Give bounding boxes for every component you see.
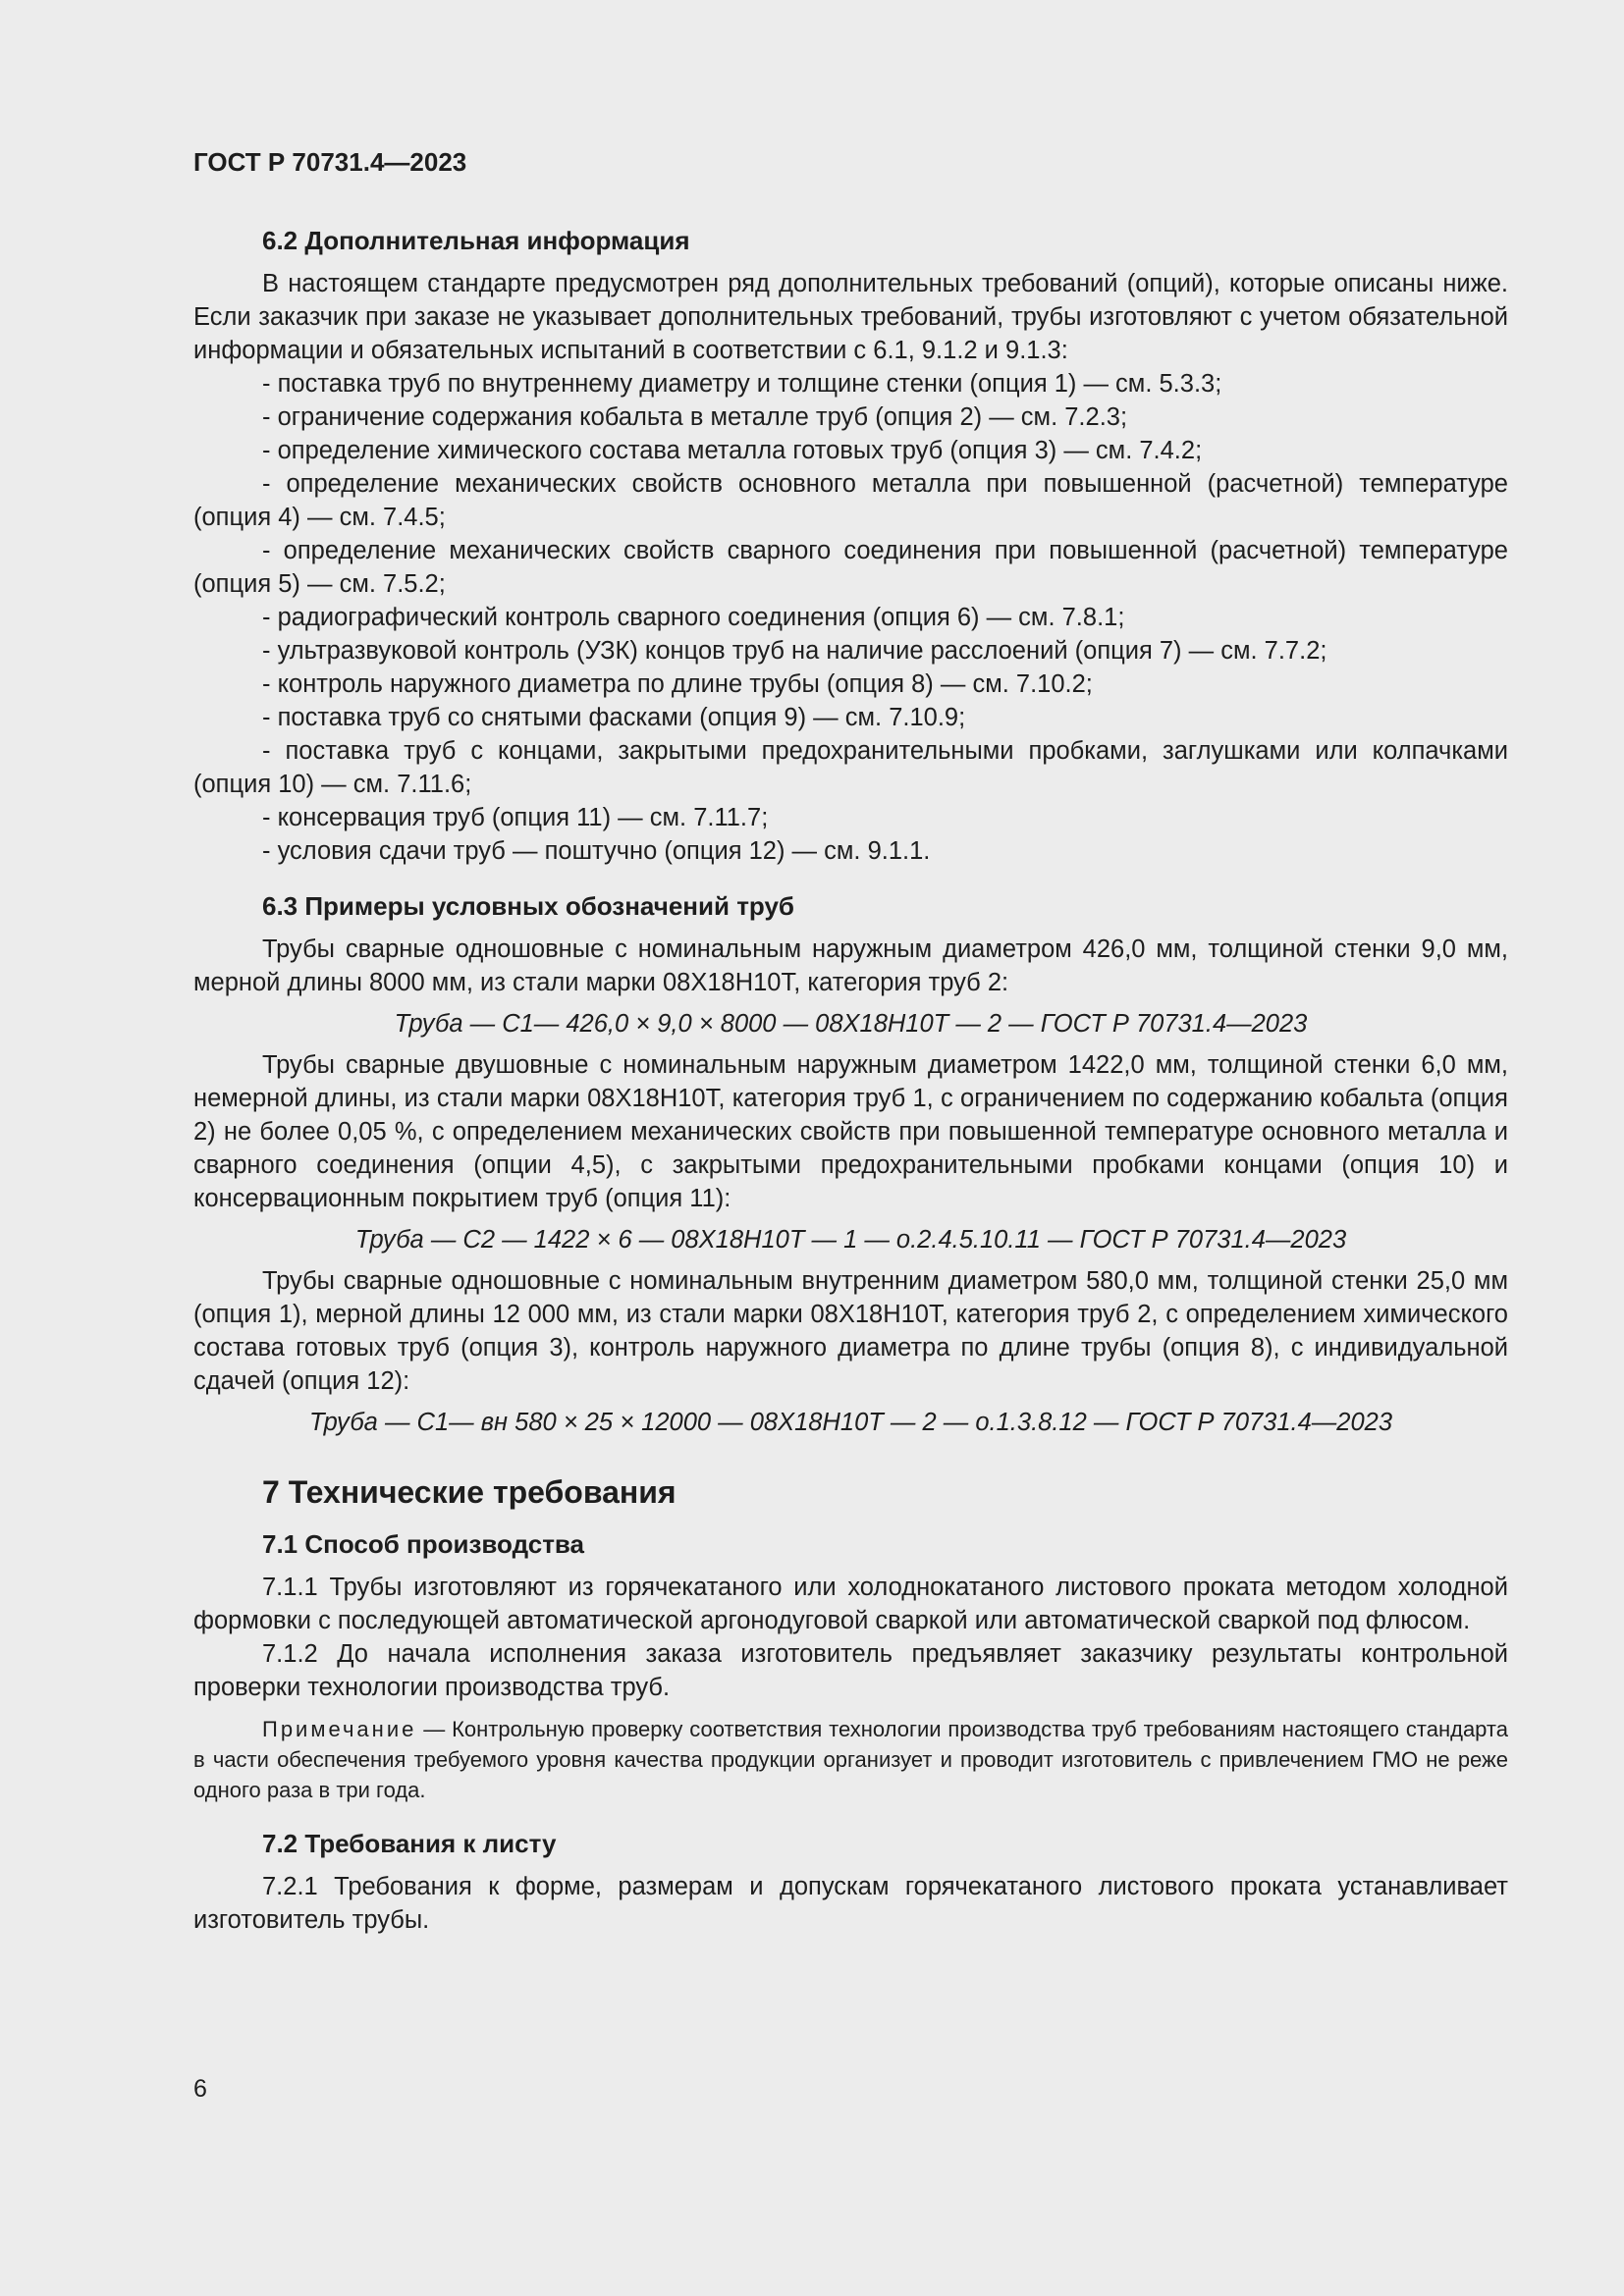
section-6-2-title: 6.2 Дополнительная информация	[262, 226, 690, 255]
option-item-6: - радиографический контроль сварного соединения (опция 6) — см. 7.8.1;	[262, 604, 1125, 631]
example-2-text: Трубы сварные двушовные с номинальным наружным диаметром 1422,0 мм, толщиной стенки 6,0 мм, немерной длины, из стали марки 08Х18Н10Т, категория труб 1, с ограничением по содержанию кобальта (опция 2) не более 0,05 %, с определением механических свойств при повышенной температуре основного металла и сварного соединения (опции 4,5), с закрытыми предохранительными пробками концами (опция 10) и консервационным покрытием труб (опция 11):	[193, 1051, 1508, 1212]
option-item-8: - контроль наружного диаметра по длине трубы (опция 8) — см. 7.10.2;	[262, 670, 1093, 698]
option-item-11: - консервация труб (опция 11) — см. 7.11.7;	[262, 804, 769, 831]
option-item-4: - определение механических свойств основного металла при повышенной (расчетной) температуре (опция 4) — см. 7.4.5;	[193, 470, 1508, 531]
example-3-text: Трубы сварные одношовные с номинальным внутренним диаметром 580,0 мм, толщиной стенки 25,0 мм (опция 1), мерной длины 12 000 мм, из стали марки 08Х18Н10Т, категория труб 2, с определением химического состава готовых труб (опция 3), контроль наружного диаметра по длине трубы (опция 8), с индивидуальной сдачей (опция 12):	[193, 1267, 1508, 1395]
note-label: Примечание	[262, 1717, 417, 1741]
option-item-3: - определение химического состава металла готовых труб (опция 3) — см. 7.4.2;	[262, 437, 1203, 464]
section-7-title: 7 Технические требования	[262, 1474, 677, 1510]
document-id-header: ГОСТ Р 70731.4—2023	[193, 147, 467, 177]
option-item-10: - поставка труб с концами, закрытыми предохранительными пробками, заглушками или колпачками (опция 10) — см. 7.11.6;	[193, 737, 1508, 798]
option-item-7: - ультразвуковой контроль (УЗК) концов труб на наличие расслоений (опция 7) — см. 7.7.2;	[262, 637, 1327, 665]
option-item-1: - поставка труб по внутреннему диаметру и толщине стенки (опция 1) — см. 5.3.3;	[262, 370, 1222, 398]
section-7-1-title: 7.1 Способ производства	[262, 1529, 585, 1559]
section-7-2-title: 7.2 Требования к листу	[262, 1829, 557, 1858]
page-content	[193, 145, 1508, 1937]
example-1-text: Трубы сварные одношовные с номинальным наружным диаметром 426,0 мм, толщиной стенки 9,0 мм, мерной длины 8000 мм, из стали марки 08Х18Н10Т, категория труб 2:	[193, 935, 1508, 996]
note-paragraph	[193, 1714, 1508, 1805]
section-6-3-title: 6.3 Примеры условных обозначений труб	[262, 891, 794, 921]
option-item-2: - ограничение содержания кобальта в металле труб (опция 2) — см. 7.2.3;	[262, 403, 1128, 431]
option-item-9: - поставка труб со снятыми фасками (опция 9) — см. 7.10.9;	[262, 704, 966, 731]
option-item-5: - определение механических свойств сварного соединения при повышенной (расчетной) температуре (опция 5) — см. 7.5.2;	[193, 537, 1508, 598]
clause-7-2-1: 7.2.1 Требования к форме, размерам и допускам горячекатаного листового проката устанавливает изготовитель трубы.	[193, 1873, 1508, 1934]
clause-7-1-2: 7.1.2 До начала исполнения заказа изготовитель предъявляет заказчику результаты контрольной проверки технологии производства труб.	[193, 1640, 1508, 1701]
page-number: 6	[193, 2075, 207, 2103]
note-text: — Контрольную проверку соответствия технологии производства труб требованиям настоящего стандарта в части обеспечения требуемого уровня качества продукции организует и проводит изготовитель с привлечением ГМО не реже одного раза в три года.	[193, 1717, 1508, 1802]
section-6-2-intro: В настоящем стандарте предусмотрен ряд дополнительных требований (опций), которые описаны ниже. Если заказчик при заказе не указывает дополнительных требований, трубы изготовляют с учетом обязательной информации и обязательных испытаний в соответствии с 6.1, 9.1.2 и 9.1.3:	[193, 270, 1508, 364]
example-1-designation: Труба — С1— 426,0 × 9,0 × 8000 — 08Х18Н10Т — 2 — ГОСТ Р 70731.4—2023	[394, 1010, 1308, 1038]
example-2-designation: Труба — С2 — 1422 × 6 — 08Х18Н10Т — 1 — о.2.4.5.10.11 — ГОСТ Р 70731.4—2023	[354, 1226, 1347, 1254]
example-3-designation: Труба — С1— вн 580 × 25 × 12000 — 08Х18Н10Т — 2 — о.1.3.8.12 — ГОСТ Р 70731.4—2023	[308, 1409, 1393, 1436]
option-item-12: - условия сдачи труб — поштучно (опция 12) — см. 9.1.1.	[262, 837, 931, 865]
clause-7-1-1: 7.1.1 Трубы изготовляют из горячекатаного или холоднокатаного листового проката методом холодной формовки с последующей автоматической аргонодуговой сваркой или автоматической сваркой под флюсом.	[193, 1574, 1508, 1634]
